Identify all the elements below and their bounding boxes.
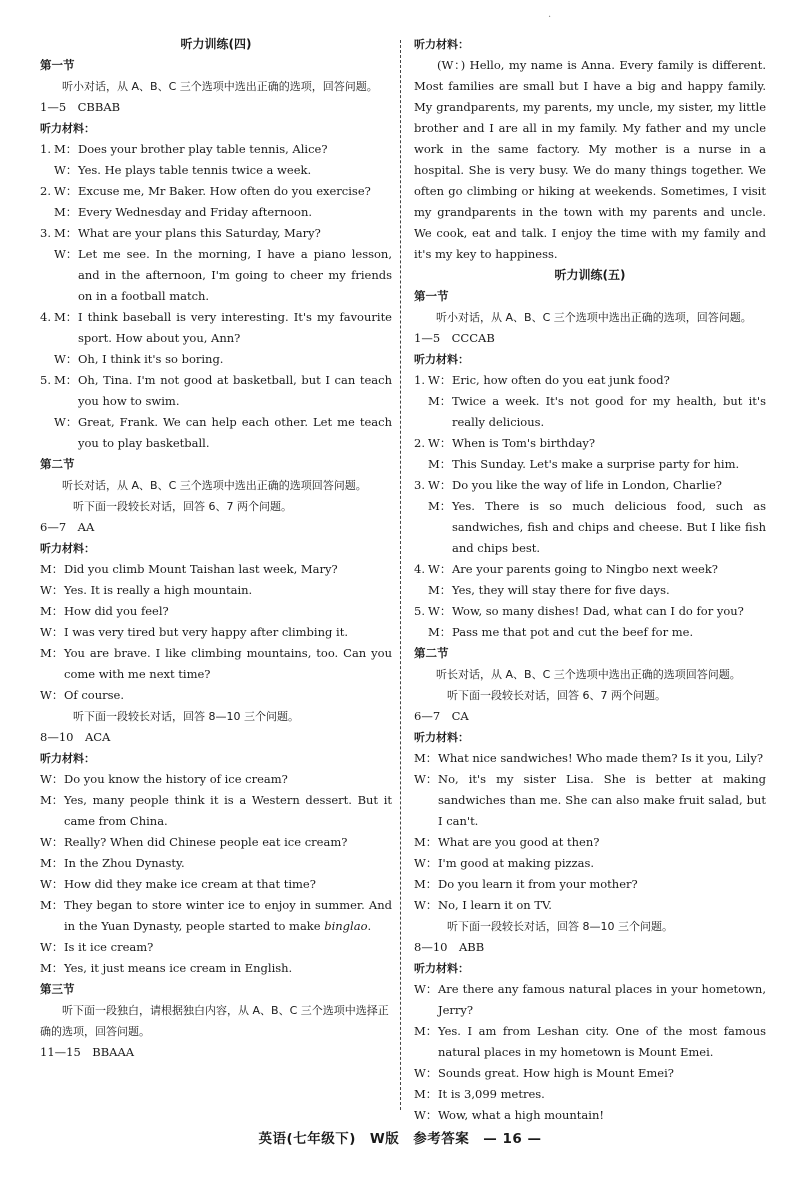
dialogue-text: Yes. There is so much delicious food, such as sandwiches, fish and chips and cheese. But I like fish and chips best. [452, 499, 766, 555]
dialogue-text: No, I learn it on TV. [438, 898, 552, 912]
item-number: 5. [40, 373, 51, 387]
material-label: 听力材料： [40, 542, 95, 555]
dialogue-line [414, 496, 766, 559]
speaker: W： [40, 688, 64, 702]
dialogue-text: What are your plans this Saturday, Mary? [78, 226, 321, 240]
dialogue-text: Does your brother play table tennis, Alice? [78, 142, 328, 156]
dialogue-text: Every Wednesday and Friday afternoon. [78, 205, 313, 219]
italic-term: binglao [324, 919, 368, 933]
dialogue-text: In the Zhou Dynasty. [64, 856, 185, 870]
dialogue-text: Yes. It is really a high mountain. [64, 583, 253, 597]
speaker: W： [428, 436, 452, 450]
sub-instruction: 听下面一段较长对话，回答 6、7 两个问题。 [73, 500, 292, 513]
speaker: W： [54, 163, 78, 177]
answer-key: 6—7 AA [40, 520, 95, 534]
dialogue-line [40, 181, 392, 202]
dialogue-text: I'm good at making pizzas. [438, 856, 595, 870]
answer-key: 8—10 ABB [414, 940, 485, 954]
dialogue-text: Great, Frank. We can help each other. Let me teach you to play basketball. [78, 415, 392, 450]
speaker: M： [54, 226, 78, 240]
dialogue-line [40, 853, 392, 874]
speaker: M： [428, 499, 452, 513]
dialogue-text: What nice sandwiches! Who made them? Is it you, Lily? [438, 751, 764, 765]
dialogue-line [40, 769, 392, 790]
dialogue-list [40, 937, 392, 979]
speaker: M： [414, 835, 438, 849]
part-2-heading: 第二节 [40, 457, 75, 471]
right-column [414, 34, 766, 1126]
dialogue-line [40, 370, 392, 412]
part-1-instruction: 听小对话，从 A、B、C 三个选项中选出正确的选项，回答问题。 [62, 80, 378, 93]
item-number [414, 580, 428, 601]
dialogue-text: Yes. He plays table tennis twice a week. [78, 163, 312, 177]
item-number [414, 622, 428, 643]
speaker: W： [54, 247, 78, 261]
speaker: M： [54, 205, 78, 219]
speaker: M： [414, 1024, 438, 1038]
speaker: M： [40, 604, 64, 618]
speaker: M： [40, 856, 64, 870]
dialogue-line [414, 853, 766, 874]
speaker: W： [40, 940, 64, 954]
sub-instruction: 听下面一段较长对话，回答 6、7 两个问题。 [447, 689, 666, 702]
dialogue-text: Yes. I am from Leshan city. One of the most famous natural places in my hometown is Mount Emei. [438, 1024, 766, 1059]
speaker: W： [40, 772, 64, 786]
speaker: M： [414, 877, 438, 891]
dialogue-line [40, 412, 392, 454]
dialogue-text: How did you feel? [64, 604, 169, 618]
item-number: 5. [414, 604, 425, 618]
dialogue-text: Wow, so many dishes! Dad, what can I do for you? [452, 604, 744, 618]
dialogue-text: Of course. [64, 688, 124, 702]
material-label: 听力材料： [414, 38, 469, 51]
speaker: W： [414, 856, 438, 870]
speaker: W： [428, 373, 452, 387]
speaker: W： [40, 877, 64, 891]
item-number: 4. [40, 310, 51, 324]
dialogue-text: Excuse me, Mr Baker. How often do you exercise? [78, 184, 371, 198]
dialogue-text: Twice a week. It's not good for my health, but it's really delicious. [452, 394, 766, 429]
section-title-5: 听力训练(五) [554, 268, 626, 282]
text-part: . [367, 919, 372, 933]
dialogue-line [40, 832, 392, 853]
dialogue-line [40, 160, 392, 181]
dialogue-text: Oh, I think it's so boring. [78, 352, 224, 366]
speaker: M： [414, 1087, 438, 1101]
dialogue-line [414, 1063, 766, 1084]
speaker: W： [40, 583, 64, 597]
dialogue-line [40, 580, 392, 601]
dialogue-line [414, 1021, 766, 1063]
dialogue-text: Are your parents going to Ningbo next week? [452, 562, 718, 576]
part-2-heading: 第二节 [414, 646, 449, 660]
item-number [40, 412, 54, 454]
dialogue-text: Eric, how often do you eat junk food? [452, 373, 670, 387]
item-number [414, 496, 428, 559]
speaker: M： [40, 898, 64, 912]
dialogue-line [414, 979, 766, 1021]
speaker: W： [414, 1108, 438, 1122]
scan-speck: · [548, 12, 552, 23]
dialogue-line [414, 895, 766, 916]
item-number [40, 202, 54, 223]
dialogue-line [40, 685, 392, 706]
dialogue-list [414, 979, 766, 1126]
dialogue-text: Wow, what a high mountain! [438, 1108, 604, 1122]
speaker: M： [428, 625, 452, 639]
speaker: W： [428, 478, 452, 492]
speaker: M： [40, 562, 64, 576]
dialogue-text: Yes, they will stay there for five days. [452, 583, 670, 597]
dialogue-text: I was very tired but very happy after climbing it. [64, 625, 348, 639]
dialogue-line [414, 601, 766, 622]
speaker: W： [54, 352, 78, 366]
dialogue-line [414, 769, 766, 832]
answer-key: 11—15 BBAAA [40, 1045, 135, 1059]
dialogue-line [414, 874, 766, 895]
dialogue-list [40, 769, 392, 895]
speaker: M： [40, 961, 64, 975]
item-number: 3. [414, 478, 425, 492]
speaker: M： [54, 142, 78, 156]
dialogue-line [40, 937, 392, 958]
text-part: They began to store winter ice to enjoy in summer. And in the Yuan Dynasty, people started to make [64, 898, 392, 933]
dialogue-line [40, 790, 392, 832]
left-column [40, 34, 392, 1063]
dialogue-line [414, 433, 766, 454]
material-label: 听力材料： [414, 962, 469, 975]
item-number: 1. [414, 373, 425, 387]
dialogue-text: Do you learn it from your mother? [438, 877, 638, 891]
dialogue-line [414, 370, 766, 391]
material-label: 听力材料： [40, 752, 95, 765]
dialogue-text: Let me see. In the morning, I have a piano lesson, and in the afternoon, I'm going to cheer my friends on in a football match. [78, 247, 392, 303]
dialogue-line [414, 475, 766, 496]
dialogue-line [414, 454, 766, 475]
dialogue-text: This Sunday. Let's make a surprise party for him. [452, 457, 740, 471]
dialogue-text: Yes, many people think it is a Western dessert. But it came from China. [64, 793, 392, 828]
item-number [414, 391, 428, 433]
item-number [40, 349, 54, 370]
speaker: W： [54, 184, 78, 198]
item-number: 2. [40, 184, 51, 198]
dialogue-text: Do you like the way of life in London, Charlie? [452, 478, 722, 492]
section-title-4: 听力训练(四) [180, 37, 252, 51]
dialogue-line [40, 139, 392, 160]
dialogue-text: Oh, Tina. I'm not good at basketball, but I can teach you how to swim. [78, 373, 392, 408]
answer-key: 8—10 ACA [40, 730, 111, 744]
speaker: M： [428, 457, 452, 471]
speaker: W： [40, 835, 64, 849]
dialogue-line [40, 559, 392, 580]
speaker: W： [40, 625, 64, 639]
dialogue-text: No, it's my sister Lisa. She is better at making sandwiches than me. She can also make fruit salad, but I can't. [438, 772, 766, 828]
speaker: W： [428, 562, 452, 576]
speaker: W： [428, 604, 452, 618]
item-number: 1. [40, 142, 51, 156]
dialogue-text: Are there any famous natural places in your hometown, Jerry? [438, 982, 766, 1017]
answer-key: 1—5 CCCAB [414, 331, 495, 345]
monologue-passage: (W：) Hello, my name is Anna. Every family is different. Most families are small but I have a big and happy family. My grandparents, my parents, my uncle, my sister, my little brother and I are all in my family. My father and my uncle work in the same factory. My mother is a nurse in a hospital. She is very busy. We do many things together. We often go climbing or hiking at weekends. Sometimes, I visit my grandparents in the town with my parents and uncle. We cook, eat and talk. I enjoy the time with my family and it's my key to happiness. [414, 58, 766, 261]
dialogue-line [414, 1105, 766, 1126]
material-label: 听力材料： [414, 731, 469, 744]
answer-key: 6—7 CA [414, 709, 469, 723]
dialogue-text: When is Tom's birthday? [452, 436, 596, 450]
sub-instruction: 听下面一段较长对话，回答 8—10 三个问题。 [447, 920, 673, 933]
item-number [40, 160, 54, 181]
dialogue-text: It is 3,099 metres. [438, 1087, 545, 1101]
speaker: W： [414, 772, 438, 786]
dialogue-text: Sounds great. How high is Mount Emei? [438, 1066, 674, 1080]
dialogue-line [40, 643, 392, 685]
column-divider [400, 40, 401, 1110]
dialogue-line [40, 622, 392, 643]
dialogue-text: I think baseball is very interesting. It's my favourite sport. How about you, Ann? [78, 310, 392, 345]
dialogue-line [40, 307, 392, 349]
speaker: M： [414, 751, 438, 765]
dialogue-text: Really? When did Chinese people eat ice cream? [64, 835, 348, 849]
part-3-instruction: 听下面一段独白，请根据独白内容，从 A、B、C 三个选项中选择正确的选项，回答问题。 [40, 1004, 389, 1038]
part-1-instruction: 听小对话，从 A、B、C 三个选项中选出正确的选项，回答问题。 [436, 311, 752, 324]
dialogue-text: What are you good at then? [438, 835, 600, 849]
part-2-instruction: 听长对话，从 A、B、C 三个选项中选出正确的选项回答问题。 [436, 668, 741, 681]
dialogue-line [414, 622, 766, 643]
page-footer: 英语(七年级下) W版 参考答案 — 16 — [258, 1131, 542, 1147]
dialogue-text: You are brave. I like climbing mountains, too. Can you come with me next time? [64, 646, 392, 681]
dialogue-line [40, 349, 392, 370]
speaker: M： [54, 373, 78, 387]
dialogue-list [414, 748, 766, 916]
item-number: 4. [414, 562, 425, 576]
speaker: W： [414, 1066, 438, 1080]
dialogue-line [40, 202, 392, 223]
sub-instruction: 听下面一段较长对话，回答 8—10 三个问题。 [73, 710, 299, 723]
dialogue-line [40, 895, 392, 937]
dialogue-text: Is it ice cream? [64, 940, 154, 954]
dialogue-text: Do you know the history of ice cream? [64, 772, 288, 786]
speaker: W： [54, 415, 78, 429]
speaker: M： [428, 394, 452, 408]
dialogue-line [414, 580, 766, 601]
item-number: 3. [40, 226, 51, 240]
material-label: 听力材料： [40, 122, 95, 135]
part-2-instruction: 听长对话，从 A、B、C 三个选项中选出正确的选项回答问题。 [62, 479, 367, 492]
dialogue-list [40, 139, 392, 454]
dialogue-line [40, 244, 392, 307]
dialogue-line [40, 958, 392, 979]
item-number [414, 454, 428, 475]
speaker: M： [40, 646, 64, 660]
dialogue-line [414, 559, 766, 580]
dialogue-line [40, 874, 392, 895]
item-number: 2. [414, 436, 425, 450]
dialogue-line [414, 832, 766, 853]
part-1-heading: 第一节 [414, 289, 449, 303]
speaker: W： [414, 898, 438, 912]
dialogue-line [40, 601, 392, 622]
dialogue-text [64, 895, 392, 937]
speaker: M： [54, 310, 78, 324]
answer-key: 1—5 CBBAB [40, 100, 121, 114]
speaker: W： [414, 982, 438, 996]
speaker: M： [428, 583, 452, 597]
material-label: 听力材料： [414, 353, 469, 366]
dialogue-line [40, 223, 392, 244]
part-3-heading: 第三节 [40, 982, 75, 996]
dialogue-line [414, 1084, 766, 1105]
dialogue-line [414, 391, 766, 433]
dialogue-text: Yes, it just means ice cream in English. [64, 961, 293, 975]
dialogue-list [40, 559, 392, 706]
dialogue-list [414, 370, 766, 643]
dialogue-text: How did they make ice cream at that time? [64, 877, 316, 891]
item-number [40, 244, 54, 307]
dialogue-text: Did you climb Mount Taishan last week, Mary? [64, 562, 338, 576]
dialogue-text: Pass me that pot and cut the beef for me. [452, 625, 694, 639]
part-1-heading: 第一节 [40, 58, 75, 72]
dialogue-line [414, 748, 766, 769]
speaker: M： [40, 793, 64, 807]
